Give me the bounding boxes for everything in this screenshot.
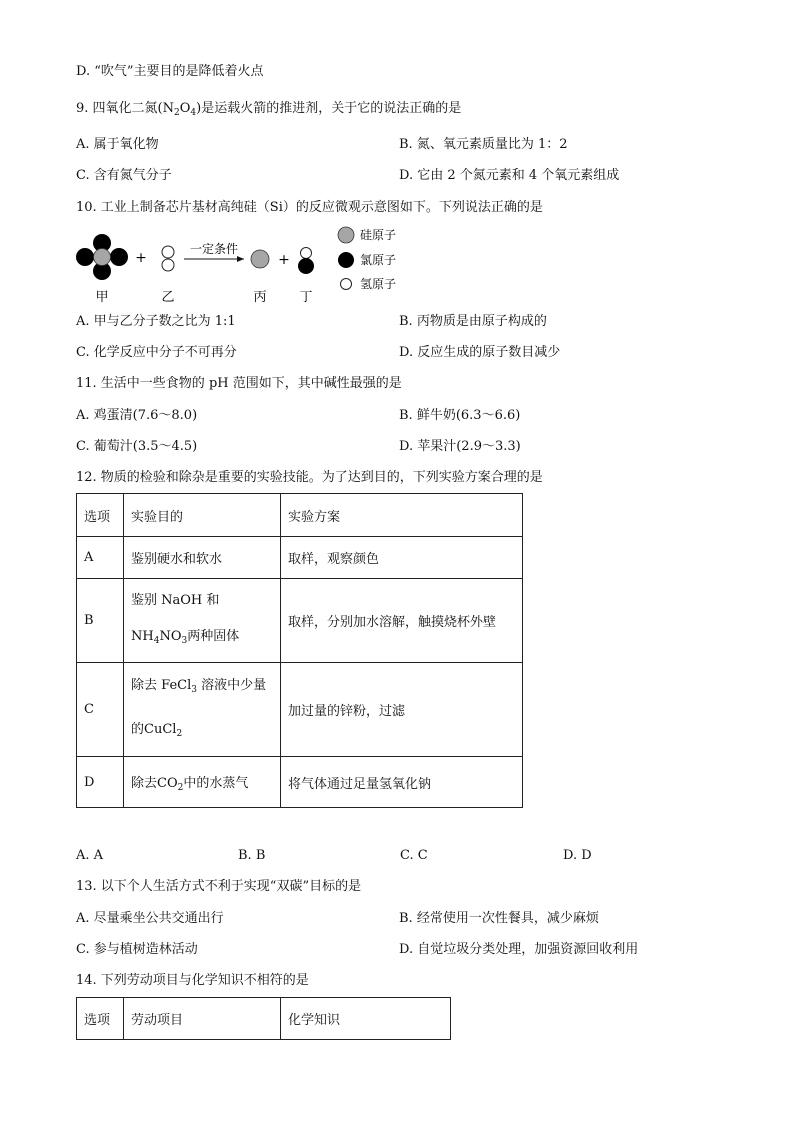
header-knowledge: 化学知识 xyxy=(281,998,451,1040)
row-a-purpose: 鉴别硬水和软水 xyxy=(124,537,281,579)
q10-option-a: A. 甲与乙分子数之比为 1:1 xyxy=(76,314,236,329)
q9-formula-o: O xyxy=(179,101,191,116)
row-c-purpose-line1 xyxy=(131,677,273,699)
header-option: 选项 xyxy=(77,998,124,1040)
molecule-yi xyxy=(162,246,174,271)
chlorine-atom xyxy=(110,248,128,266)
row-d-option: D xyxy=(77,757,124,808)
solution-text: 溶液中少量 xyxy=(196,677,267,693)
q12-table xyxy=(76,493,523,808)
q9-formula-close: ) xyxy=(196,101,202,116)
q9-stem-post: 是运载火箭的推进剂，关于它的说法正确的是 xyxy=(201,101,462,116)
q10-stem: 10. 工业上制备芯片基材高纯硅（Si）的反应微观示意图如下。下列说法正确的是 xyxy=(76,200,543,215)
q9-formula-n-count: 2 xyxy=(174,108,180,118)
hydrogen-atom xyxy=(162,246,174,258)
q11-option-a: A. 鸡蛋清(7.6～8.0) xyxy=(76,408,198,423)
legend-silicon-label: 硅原子 xyxy=(360,228,397,242)
q9-option-b: B. 氮、氧元素质量比为 1：2 xyxy=(399,137,568,152)
reaction-diagram xyxy=(74,226,414,310)
label-jia: 甲 xyxy=(95,290,109,305)
chlorine-atom xyxy=(76,248,94,266)
q9-option-a: A. 属于氧化物 xyxy=(76,137,159,152)
header-plan: 实验方案 xyxy=(281,494,523,537)
header-option: 选项 xyxy=(77,494,124,537)
no-text: NO xyxy=(159,628,182,644)
water-vapor-text: 中的水蒸气 xyxy=(183,775,249,791)
row-a-option: A xyxy=(77,537,124,579)
molecule-ding xyxy=(298,248,314,275)
q13-option-d: D. 自觉垃圾分类处理，加强资源回收利用 xyxy=(399,942,639,957)
sub-4: 4 xyxy=(153,635,160,646)
q11-option-d: D. 苹果汁(2.9～3.3) xyxy=(399,439,521,454)
reaction-diagram-svg xyxy=(74,226,414,310)
q13-option-b: B. 经常使用一次性餐具，减少麻烦 xyxy=(399,911,599,926)
q12-option-c: C. C xyxy=(400,848,428,863)
header-purpose: 实验目的 xyxy=(124,494,281,537)
sub-2: 2 xyxy=(177,782,184,793)
table-row xyxy=(77,579,523,663)
sub-2: 2 xyxy=(176,728,183,739)
remove-fecl-text: 除去 FeCl xyxy=(131,677,192,693)
row-c-option: C xyxy=(77,663,124,757)
legend-silicon-swatch xyxy=(338,227,354,243)
label-ding: 丁 xyxy=(299,290,313,305)
q12-stem: 12. 物质的检验和除杂是重要的实验技能。为了达到目的，下列实验方案合理的是 xyxy=(76,470,543,485)
row-d-plan: 将气体通过足量氢氧化钠 xyxy=(281,757,523,808)
legend xyxy=(338,227,396,291)
row-c-purpose xyxy=(124,663,281,757)
plus-sign: + xyxy=(278,252,290,268)
q14-table xyxy=(76,997,451,1040)
q9-option-d: D. 它由 2 个氮元素和 4 个氧元素组成 xyxy=(399,168,620,183)
q9-formula xyxy=(158,101,202,116)
q13-stem: 13. 以下个人生活方式不利于实现“双碳”目标的是 xyxy=(76,879,362,894)
label-yi: 乙 xyxy=(161,290,175,305)
q12-option-a: A. A xyxy=(76,848,104,863)
q9-option-c: C. 含有氮气分子 xyxy=(76,168,172,183)
hydrogen-atom xyxy=(162,259,174,271)
legend-chlorine-label: 氯原子 xyxy=(360,253,397,267)
solids-text: 两种固体 xyxy=(187,628,240,644)
plus-sign: + xyxy=(135,250,147,266)
row-b-purpose-line1: 鉴别 NaOH 和 xyxy=(131,592,220,608)
q9-stem-pre: 9. 四氧化二氮 xyxy=(76,101,158,116)
row-c-plan: 加过量的锌粉，过滤 xyxy=(281,663,523,757)
row-b-purpose xyxy=(124,579,281,663)
sub-3: 3 xyxy=(191,684,197,695)
q11-stem: 11. 生活中一些食物的 pH 范围如下，其中碱性最强的是 xyxy=(76,376,402,391)
molecule-bing xyxy=(251,250,269,268)
table-header-row xyxy=(77,998,451,1040)
row-b-option: B xyxy=(77,579,124,663)
row-c-purpose-line2 xyxy=(131,721,273,743)
q8-option-d: D. “吹气”主要目的是降低着火点 xyxy=(76,64,264,79)
silicon-atom xyxy=(94,249,111,266)
q9-formula-open: ( xyxy=(157,101,163,116)
molecule-jia xyxy=(76,234,128,280)
sub-3: 3 xyxy=(181,635,188,646)
q10-option-c: C. 化学反应中分子不可再分 xyxy=(76,345,237,360)
q9-stem xyxy=(76,100,461,122)
row-b-purpose-line2 xyxy=(131,628,273,650)
arrow-head-icon xyxy=(237,256,244,262)
q11-option-b: B. 鲜牛奶(6.3～6.6) xyxy=(399,408,521,423)
legend-hydrogen-label: 氢原子 xyxy=(360,277,397,291)
q11-option-c: C. 葡萄汁(3.5～4.5) xyxy=(76,439,198,454)
legend-chlorine-swatch xyxy=(338,252,354,268)
row-a-plan: 取样，观察颜色 xyxy=(281,537,523,579)
legend-hydrogen-swatch xyxy=(341,279,352,290)
header-project: 劳动项目 xyxy=(124,998,281,1040)
hydrogen-atom xyxy=(301,248,312,259)
chlorine-atom xyxy=(298,258,314,274)
q12-option-d: D. D xyxy=(563,848,592,863)
q14-stem: 14. 下列劳动项目与化学知识不相符的是 xyxy=(76,973,309,988)
table-row xyxy=(77,663,523,757)
nh-text: NH xyxy=(131,628,154,644)
q10-option-d: D. 反应生成的原子数目减少 xyxy=(399,345,561,360)
table-header-row xyxy=(77,494,523,537)
q13-option-c: C. 参与植树造林活动 xyxy=(76,942,198,957)
table-row xyxy=(77,757,523,808)
q9-formula-o-count: 4 xyxy=(190,108,197,118)
q13-option-a: A. 尽量乘坐公共交通出行 xyxy=(76,911,224,926)
q12-option-b: B. B xyxy=(238,848,266,863)
row-d-purpose xyxy=(124,757,281,808)
label-bing: 丙 xyxy=(253,290,267,305)
cucl-text: 的CuCl xyxy=(131,721,177,737)
row-b-plan: 取样，分别加水溶解，触摸烧杯外壁 xyxy=(281,579,523,663)
reaction-condition: 一定条件 xyxy=(189,242,239,256)
q9-formula-n: N xyxy=(162,101,174,116)
q10-option-b: B. 丙物质是由原子构成的 xyxy=(399,314,547,329)
remove-co-text: 除去CO xyxy=(131,775,178,791)
table-row xyxy=(77,537,523,579)
